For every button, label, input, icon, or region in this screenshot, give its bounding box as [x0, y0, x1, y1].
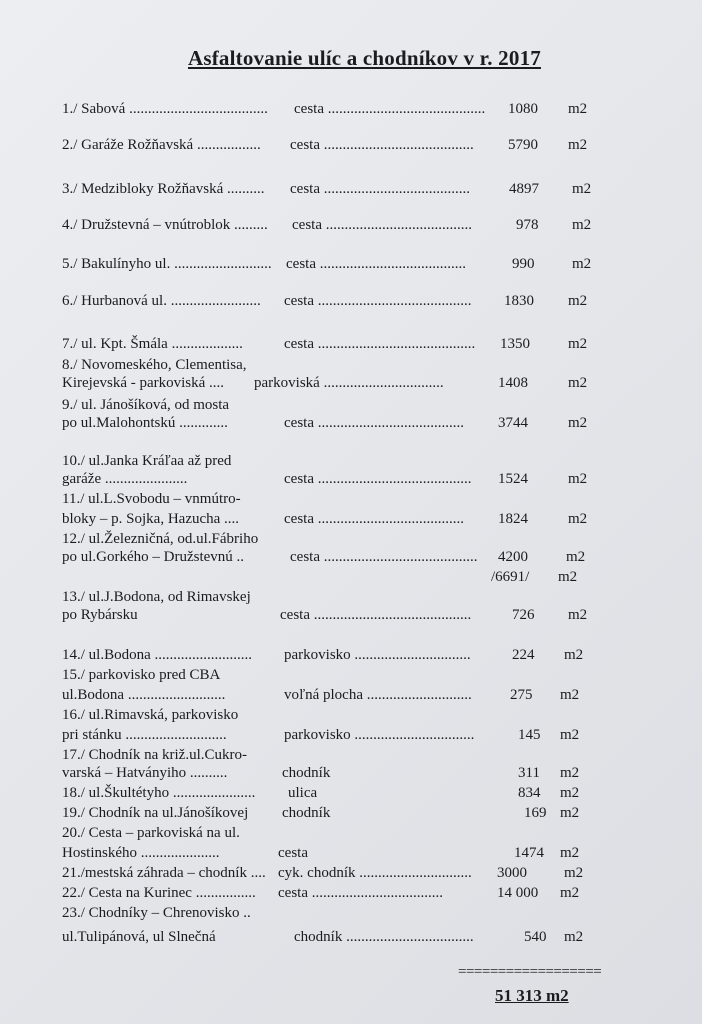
item-label: po ul.Gorkého – Družstevnú ..	[62, 549, 245, 565]
page-title: Asfaltovanie ulíc a chodníkov v r. 2017	[188, 46, 541, 70]
item-label: 10./ ul.Janka Kráľaa až pred	[62, 453, 232, 469]
item-value: 311	[518, 765, 540, 781]
item-type: cesta ..........................................	[280, 607, 472, 623]
item-unit: m2	[572, 217, 592, 233]
item-type: parkovisko ...............................	[284, 647, 471, 663]
item-type: cesta .......................................	[292, 217, 472, 233]
item-value: 834	[518, 785, 541, 801]
item-label: 8./ Novomeského, Clementisa,	[62, 357, 247, 373]
item-type: chodník	[282, 805, 331, 821]
item-value: 14 000	[497, 885, 539, 901]
item-unit: m2	[568, 293, 588, 309]
item-label: 14./ ul.Bodona ..........................	[62, 647, 252, 663]
item-value: 4897	[509, 181, 539, 197]
item-label: 7./ ul. Kpt. Šmála ...................	[62, 336, 243, 352]
item-value: 1830	[504, 293, 534, 309]
item-label: garáže ......................	[62, 471, 188, 487]
item-unit: m2	[568, 101, 588, 117]
item-value: 5790	[508, 137, 538, 153]
item-label: 21./mestská záhrada – chodník ....	[62, 865, 266, 881]
item-label: 3./ Medzibloky Rožňavská ..........	[62, 181, 265, 197]
item-label: bloky – p. Sojka, Hazucha ....	[62, 511, 240, 527]
item-unit: m2	[572, 256, 592, 272]
item-unit: m2	[572, 181, 592, 197]
item-label: 16./ ul.Rimavská, parkovisko	[62, 707, 239, 723]
item-label: 4./ Družstevná – vnútroblok .........	[62, 217, 268, 233]
item-value: 169	[524, 805, 547, 821]
item-label: 22./ Cesta na Kurinec ................	[62, 885, 256, 901]
item-value: 3000	[497, 865, 527, 881]
item-type: cesta ..........................................	[284, 336, 476, 352]
item-value: 978	[516, 217, 539, 233]
item-label: Hostinského .....................	[62, 845, 220, 861]
item-type: chodník	[282, 765, 331, 781]
item-label: ul.Bodona ..........................	[62, 687, 226, 703]
item-label: 18./ ul.Škultétyho ......................	[62, 785, 256, 801]
item-type: cesta	[278, 845, 308, 861]
item-type: cesta .......................................	[284, 415, 464, 431]
item-type: cesta .......................................	[286, 256, 466, 272]
item-unit: m2	[560, 727, 580, 743]
item-unit: m2	[568, 607, 588, 623]
item-type: ulica	[288, 785, 318, 801]
item-unit: m2	[560, 845, 580, 861]
item-value: 1474	[514, 845, 544, 861]
item-value: 1824	[498, 511, 528, 527]
item-type: cyk. chodník ..............................	[278, 865, 472, 881]
item-label: po Rybársku	[62, 607, 138, 623]
item-value: /6691/	[491, 569, 530, 585]
item-label: 11./ ul.L.Svobodu – vnmútro-	[62, 491, 241, 507]
item-value: 4200	[498, 549, 528, 565]
item-unit: m2	[568, 336, 588, 352]
item-unit: m2	[560, 805, 580, 821]
item-value: 1408	[498, 375, 528, 391]
item-unit: m2	[568, 375, 588, 391]
item-label: 19./ Chodník na ul.Jánošíkovej	[62, 805, 249, 821]
item-value: 990	[512, 256, 535, 272]
item-value: 3744	[498, 415, 528, 431]
item-unit: m2	[568, 471, 588, 487]
item-unit: m2	[568, 511, 588, 527]
item-unit: m2	[564, 929, 584, 945]
item-value: 726	[512, 607, 535, 623]
item-label: 2./ Garáže Rožňavská .................	[62, 137, 261, 153]
item-label: 13./ ul.J.Bodona, od Rimavskej	[62, 589, 251, 605]
item-unit: m2	[568, 415, 588, 431]
item-type: cesta ...................................	[278, 885, 443, 901]
item-value: 275	[510, 687, 533, 703]
item-unit: m2	[558, 569, 578, 585]
item-unit: m2	[564, 647, 584, 663]
item-unit: m2	[560, 885, 580, 901]
item-type: parkovisko ................................	[284, 727, 475, 743]
item-label: 9./ ul. Jánošíková, od mosta	[62, 397, 230, 413]
item-type: cesta .........................................	[284, 471, 472, 487]
item-label: 1./ Sabová .....................................	[62, 101, 268, 117]
item-value: 540	[524, 929, 547, 945]
item-unit: m2	[560, 785, 580, 801]
item-type: parkoviská ................................	[254, 375, 444, 391]
item-value: 145	[518, 727, 541, 743]
item-label: pri stánku ...........................	[62, 727, 227, 743]
item-label: 12./ ul.Železničná, od.ul.Fábriho	[62, 531, 259, 547]
item-type: cesta .......................................	[284, 511, 464, 527]
item-label: 15./ parkovisko pred CBA	[62, 667, 221, 683]
item-unit: m2	[564, 865, 584, 881]
item-label: 6./ Hurbanová ul. ........................	[62, 293, 261, 309]
total-separator: ==================	[458, 964, 602, 980]
item-label: 20./ Cesta – parkoviská na ul.	[62, 825, 240, 841]
item-label: 5./ Bakulínyho ul. ..........................	[62, 256, 272, 272]
item-label: Kirejevská - parkoviská ....	[62, 375, 225, 391]
item-unit: m2	[560, 765, 580, 781]
item-value: 224	[512, 647, 535, 663]
item-type: cesta ........................................	[290, 137, 474, 153]
item-value: 1524	[498, 471, 528, 487]
item-value: 1080	[508, 101, 538, 117]
item-label: 17./ Chodník na križ.ul.Cukro-	[62, 747, 247, 763]
item-value: 1350	[500, 336, 530, 352]
item-label: 23./ Chodníky – Chrenovisko ..	[62, 905, 251, 921]
item-unit: m2	[568, 137, 588, 153]
item-type: cesta .........................................	[290, 549, 478, 565]
item-label: ul.Tulipánová, ul Slnečná	[62, 929, 216, 945]
item-type: chodník ..................................	[294, 929, 474, 945]
item-type: voľná plocha ............................	[284, 687, 472, 703]
item-unit: m2	[566, 549, 586, 565]
total-value: 51 313 m2	[495, 986, 569, 1005]
item-type: cesta ..........................................	[294, 101, 486, 117]
item-type: cesta .........................................	[284, 293, 472, 309]
item-unit: m2	[560, 687, 580, 703]
item-label: po ul.Malohontskú .............	[62, 415, 228, 431]
item-label: varská – Hatványiho ..........	[62, 765, 228, 781]
item-type: cesta .......................................	[290, 181, 470, 197]
